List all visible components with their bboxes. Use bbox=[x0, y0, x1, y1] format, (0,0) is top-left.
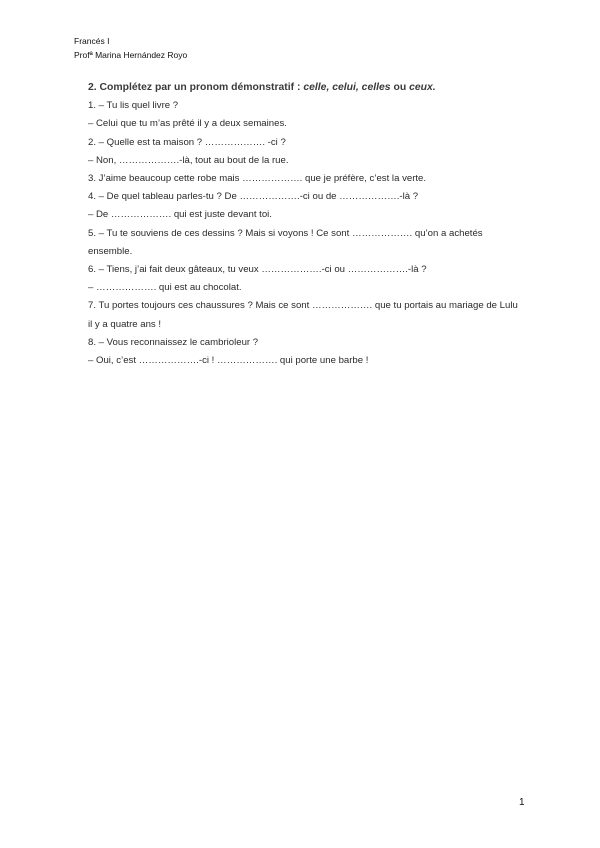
exercise-line-13: – Oui, c’est ……………….-ci ! ………………. qui porte une barbe ! bbox=[88, 355, 369, 367]
exercise-title-last: ceux. bbox=[409, 82, 436, 93]
teacher-name: Profª Marina Hernández Royo bbox=[74, 50, 188, 60]
exercise-title-prefix: 2. Complétez par un pronom démonstratif : bbox=[88, 82, 301, 93]
exercise-title-or: ou bbox=[393, 82, 407, 93]
exercise-line-7: – De ………………. qui est juste devant toi. bbox=[88, 209, 272, 221]
document-header bbox=[74, 34, 187, 62]
exercise-line-12: 8. – Vous reconnaissez le cambrioleur ? bbox=[88, 336, 259, 348]
exercise-line-9: 6. – Tiens, j’ai fait deux gâteaux, tu veux ……………….-ci ou ……………….-là ? bbox=[88, 264, 427, 276]
exercise-line-2: – Celui que tu m’as prêté il y a deux semaines. bbox=[88, 118, 287, 130]
exercise-line-4: – Non, ……………….-là, tout au bout de la rue. bbox=[88, 154, 289, 166]
exercise-title bbox=[88, 79, 518, 97]
exercise-line-10: – ………………. qui est au chocolat. bbox=[88, 282, 242, 294]
exercise-line-1: 1. – Tu lis quel livre ? bbox=[88, 100, 179, 112]
subject-label: Francés I bbox=[74, 36, 110, 46]
exercise-block bbox=[88, 79, 518, 370]
exercise-line-11: 7. Tu portes toujours ces chaussures ? Mais ce sont ………………. que tu portais au mariage de Lulu il y a quatre ans ! bbox=[88, 300, 518, 330]
exercise-line-3: 2. – Quelle est ta maison ? ………………. -ci ? bbox=[88, 136, 286, 148]
page-number: 1 bbox=[519, 797, 525, 808]
exercise-title-options: celle, celui, celles bbox=[303, 82, 391, 93]
exercise-line-6: 4. – De quel tableau parles-tu ? De ……………….-ci ou de ……………….-là ? bbox=[88, 191, 419, 203]
exercise-line-5: 3. J’aime beaucoup cette robe mais ………………. que je préfère, c’est la verte. bbox=[88, 173, 427, 185]
exercise-line-8: 5. – Tu te souviens de ces dessins ? Mais si voyons ! Ce sont ………………. qu’on a achetés ensemble. bbox=[88, 227, 483, 257]
